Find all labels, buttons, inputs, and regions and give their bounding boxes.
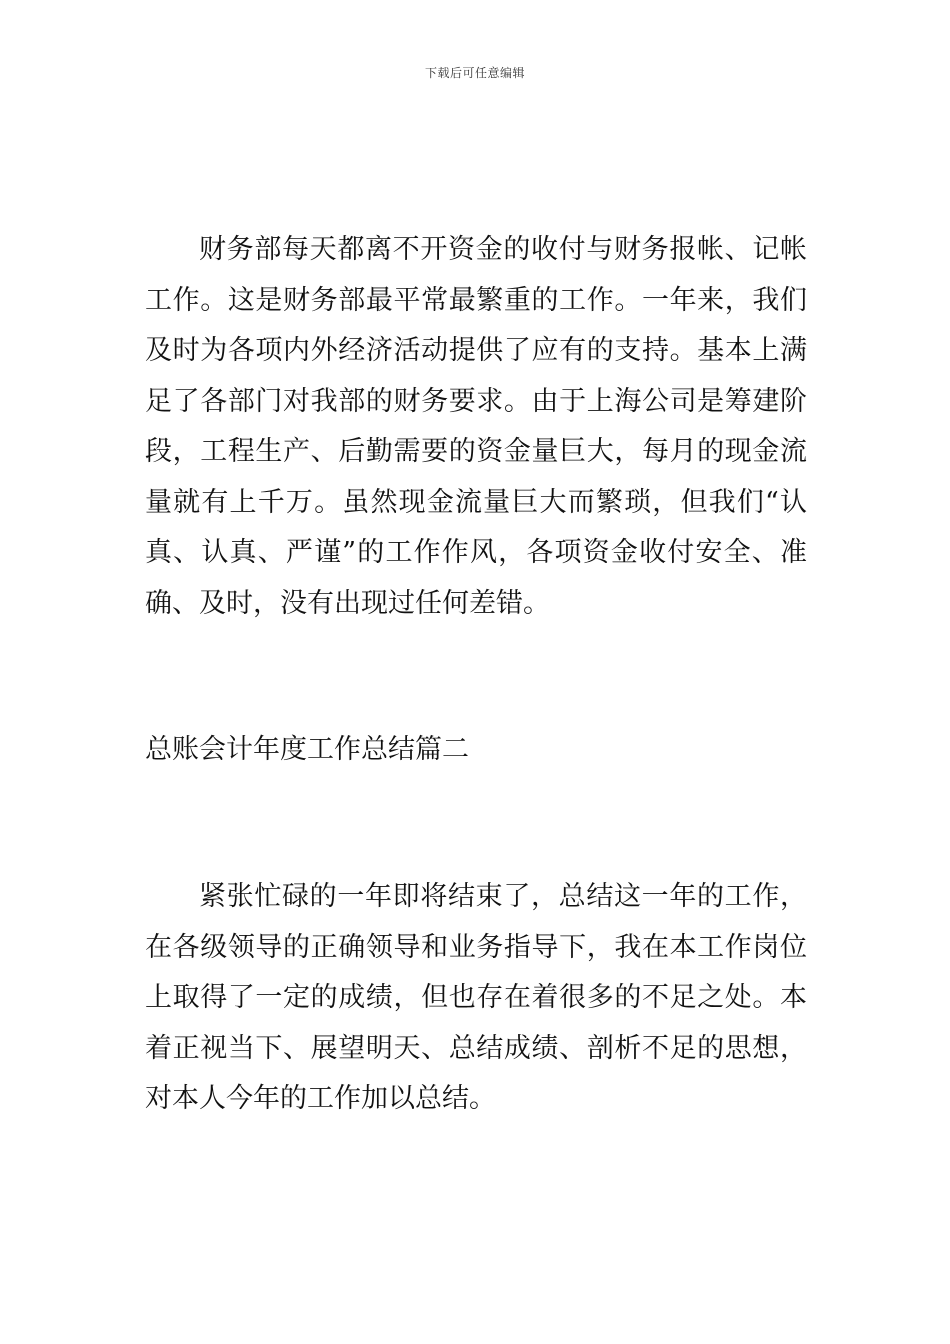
section-heading: 总账会计年度工作总结篇二 xyxy=(145,734,469,765)
body-paragraph-2: 紧张忙碌的一年即将结束了，总结这一年的工作，在各级领导的正确领导和业务指导下，我在本工作岗位上取得了一定的成绩，但也存在着很多的不足之处。本着正视当下、展望明天、总结成绩、剖析不足的思想，对本人今年的工作加以总结。 xyxy=(145,881,807,1114)
header-note: 下载后可任意编辑 xyxy=(424,66,525,80)
body-paragraph-1: 财务部每天都离不开资金的收付与财务报帐、记帐工作。这是财务部最平常最繁重的工作。一年来，我们及时为各项内外经济活动提供了应有的支持。基本上满足了各部门对我部的财务要求。由于上海公司是筹建阶段，工程生产、后勤需要的资金量巨大，每月的现金流量就有上千万。虽然现金流量巨大而繁琐，但我们“认真、认真、严谨”的工作作风，各项资金收付安全、准确、及时，没有出现过任何差错。 xyxy=(145,234,807,619)
